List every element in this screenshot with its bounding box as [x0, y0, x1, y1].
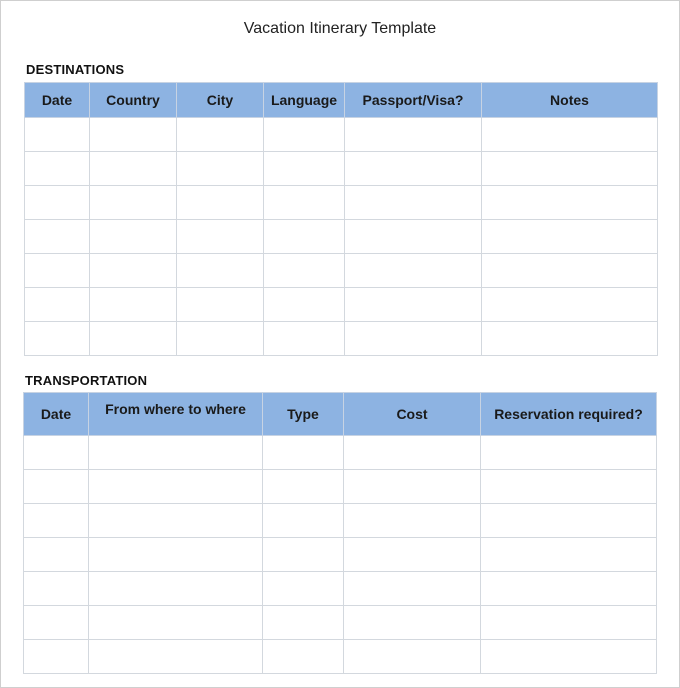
trans-header-type: Type [263, 393, 344, 436]
destinations-table-cell[interactable] [90, 288, 177, 322]
destinations-table-cell[interactable] [177, 322, 264, 356]
transportation-table-cell[interactable] [481, 606, 657, 640]
destinations-table-row [25, 220, 658, 254]
transportation-table-row [24, 470, 657, 504]
destinations-table-cell[interactable] [25, 322, 90, 356]
destinations-table-cell[interactable] [90, 152, 177, 186]
destinations-table-row [25, 152, 658, 186]
destinations-table-cell[interactable] [177, 186, 264, 220]
trans-header-reservation-required: Reservation required? [481, 393, 657, 436]
destinations-table-cell[interactable] [25, 186, 90, 220]
destinations-table-cell[interactable] [90, 220, 177, 254]
destinations-table-cell[interactable] [90, 254, 177, 288]
destinations-table-cell[interactable] [345, 254, 482, 288]
destinations-table-row [25, 288, 658, 322]
destinations-table-row [25, 254, 658, 288]
destinations-table-row [25, 322, 658, 356]
dest-header-passport-visa: Passport/Visa? [345, 83, 482, 118]
transportation-table-cell[interactable] [344, 504, 481, 538]
transportation-table-cell[interactable] [263, 606, 344, 640]
transportation-table-row [24, 640, 657, 674]
destinations-table-cell[interactable] [90, 186, 177, 220]
transportation-table-cell[interactable] [89, 640, 263, 674]
destinations-table-cell[interactable] [264, 152, 345, 186]
transportation-table [23, 392, 657, 674]
transportation-table-cell[interactable] [481, 572, 657, 606]
transportation-table-cell[interactable] [263, 640, 344, 674]
destinations-table-cell[interactable] [177, 152, 264, 186]
destinations-table-cell[interactable] [345, 152, 482, 186]
transportation-table-cell[interactable] [344, 470, 481, 504]
transportation-table-cell[interactable] [263, 538, 344, 572]
dest-header-language: Language [264, 83, 345, 118]
destinations-table-cell[interactable] [482, 152, 658, 186]
destinations-table-cell[interactable] [264, 288, 345, 322]
destinations-table [24, 82, 658, 356]
destinations-table-cell[interactable] [345, 220, 482, 254]
dest-header-city: City [177, 83, 264, 118]
transportation-table-cell[interactable] [481, 504, 657, 538]
destinations-table-cell[interactable] [25, 152, 90, 186]
transportation-table-cell[interactable] [24, 436, 89, 470]
transportation-table-cell[interactable] [481, 470, 657, 504]
destinations-table-row [25, 186, 658, 220]
destinations-table-cell[interactable] [482, 254, 658, 288]
trans-header-date: Date [24, 393, 89, 436]
transportation-table-cell[interactable] [24, 606, 89, 640]
transportation-table-cell[interactable] [263, 572, 344, 606]
transportation-table-row [24, 436, 657, 470]
transportation-table-cell[interactable] [344, 640, 481, 674]
transportation-table-cell[interactable] [89, 572, 263, 606]
transportation-table-row [24, 504, 657, 538]
destinations-table-cell[interactable] [264, 186, 345, 220]
destinations-table-cell[interactable] [482, 186, 658, 220]
transportation-table-cell[interactable] [344, 606, 481, 640]
transportation-table-cell[interactable] [89, 504, 263, 538]
destinations-table-cell[interactable] [482, 322, 658, 356]
transportation-header-row [24, 393, 657, 436]
transportation-table-cell[interactable] [89, 538, 263, 572]
transportation-body [24, 436, 657, 674]
destinations-table-cell[interactable] [345, 118, 482, 152]
transportation-section-title: TRANSPORTATION [25, 373, 148, 388]
destinations-header-row [25, 83, 658, 118]
trans-header-cost: Cost [344, 393, 481, 436]
destinations-table-row [25, 118, 658, 152]
transportation-table-cell[interactable] [263, 504, 344, 538]
destinations-table-cell[interactable] [264, 220, 345, 254]
transportation-table-cell[interactable] [344, 436, 481, 470]
destinations-table-cell[interactable] [345, 186, 482, 220]
transportation-table-cell[interactable] [344, 538, 481, 572]
transportation-table-cell[interactable] [24, 470, 89, 504]
destinations-table-cell[interactable] [482, 220, 658, 254]
destinations-body [25, 118, 658, 356]
transportation-table-cell[interactable] [263, 436, 344, 470]
destinations-table-cell[interactable] [25, 254, 90, 288]
transportation-table-row [24, 538, 657, 572]
transportation-table-cell[interactable] [481, 538, 657, 572]
transportation-table-cell[interactable] [24, 538, 89, 572]
transportation-table-cell[interactable] [344, 572, 481, 606]
destinations-table-cell[interactable] [345, 322, 482, 356]
destinations-table-cell[interactable] [482, 118, 658, 152]
transportation-table-cell[interactable] [263, 470, 344, 504]
transportation-table-row [24, 572, 657, 606]
transportation-table-cell[interactable] [481, 436, 657, 470]
destinations-table-cell[interactable] [25, 118, 90, 152]
dest-header-notes: Notes [482, 83, 658, 118]
destinations-table-cell[interactable] [177, 254, 264, 288]
destinations-table-cell[interactable] [177, 118, 264, 152]
dest-header-country: Country [90, 83, 177, 118]
dest-header-date: Date [25, 83, 90, 118]
trans-header-from-where-to-where: From where to where [89, 393, 263, 436]
destinations-table-cell[interactable] [345, 288, 482, 322]
destinations-table-cell[interactable] [264, 118, 345, 152]
destinations-table-cell[interactable] [177, 288, 264, 322]
transportation-table-cell[interactable] [89, 606, 263, 640]
destinations-table-cell[interactable] [482, 288, 658, 322]
destinations-table-cell[interactable] [90, 322, 177, 356]
destinations-table-cell[interactable] [90, 118, 177, 152]
destinations-table-cell[interactable] [25, 220, 90, 254]
transportation-table-cell[interactable] [481, 640, 657, 674]
transportation-table-cell[interactable] [89, 436, 263, 470]
destinations-table-cell[interactable] [264, 322, 345, 356]
transportation-table-row [24, 606, 657, 640]
transportation-table-cell[interactable] [24, 640, 89, 674]
destinations-table-cell[interactable] [25, 288, 90, 322]
document-title: Vacation Itinerary Template [243, 20, 437, 37]
destinations-table-cell[interactable] [177, 220, 264, 254]
destinations-section-title: DESTINATIONS [26, 62, 125, 77]
transportation-table-cell[interactable] [89, 470, 263, 504]
destinations-table-cell[interactable] [264, 254, 345, 288]
transportation-table-cell[interactable] [24, 572, 89, 606]
transportation-table-cell[interactable] [24, 504, 89, 538]
